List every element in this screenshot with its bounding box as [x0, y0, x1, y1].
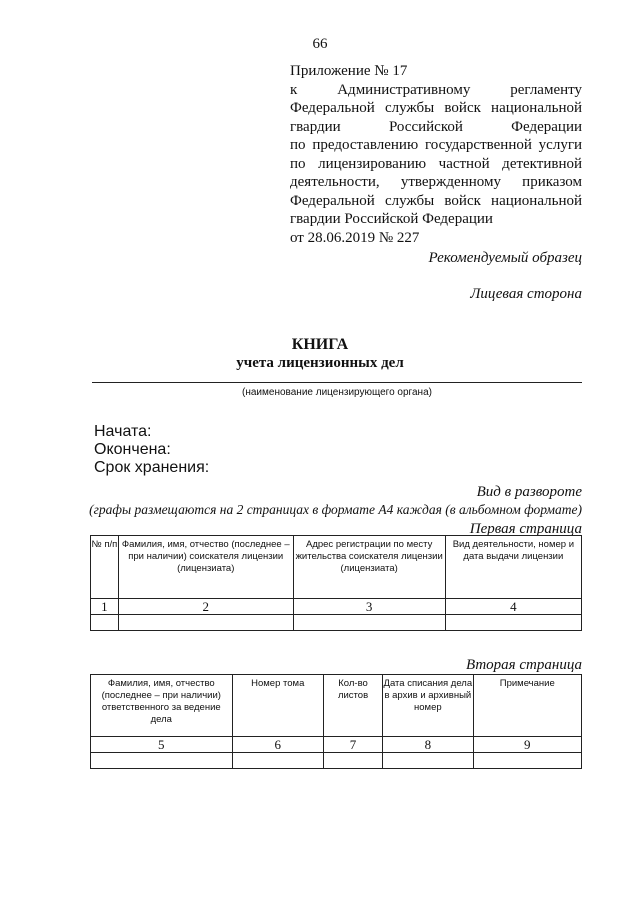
- empty-cell: [232, 753, 323, 769]
- col-header-note: Примечание: [473, 675, 581, 737]
- retention-label: Срок хранения:: [94, 459, 210, 476]
- dates-block: [94, 423, 209, 477]
- header-line: гвардии Российской Федерации: [290, 211, 493, 227]
- empty-cell: [473, 753, 581, 769]
- column-number-cell: 1: [91, 599, 119, 615]
- header-date-line: от 28.06.2019 № 227: [290, 229, 420, 246]
- col-header-number: № п/п: [91, 536, 119, 599]
- appendix-header: [290, 62, 582, 247]
- empty-cell: [323, 753, 382, 769]
- front-side-label: Лицевая сторона: [470, 286, 582, 302]
- column-number-cell: 3: [293, 599, 445, 615]
- col-header-sheet-count: Кол-во листов: [323, 675, 382, 737]
- second-page-table: [90, 674, 582, 769]
- col-header-archive-date: Дата списания дела в архив и архивный номер: [383, 675, 473, 737]
- header-line: Федеральной службы войск национальной: [290, 100, 582, 116]
- header-line: по предоставлению государственной услуги: [290, 137, 582, 153]
- organ-name-caption: (наименование лицензирующего органа): [242, 387, 432, 398]
- header-line: деятельности, утвержденному приказом: [290, 174, 582, 190]
- column-number-cell: 5: [91, 737, 233, 753]
- col-header-responsible-name: Фамилия, имя, отчество (последнее – при наличии) ответственного за ведение дела: [91, 675, 233, 737]
- book-subtitle: учета лицензионных дел: [236, 355, 404, 371]
- recommended-sample-label: Рекомендуемый образец: [428, 250, 582, 266]
- col-header-applicant-name: Фамилия, имя, отчество (последнее – при наличии) соискателя лицензии (лицензиата): [118, 536, 293, 599]
- header-line: к Административному регламенту: [290, 81, 582, 98]
- col-header-address: Адрес регистрации по месту жительства соискателя лицензии (лицензиата): [293, 536, 445, 599]
- column-number-cell: 9: [473, 737, 581, 753]
- started-label: Начата:: [94, 423, 152, 440]
- column-number-cell: 6: [232, 737, 323, 753]
- spread-view-label: Вид в развороте: [476, 484, 582, 500]
- column-number-cell: 4: [445, 599, 581, 615]
- col-header-license-info: Вид деятельности, номер и дата выдачи лицензии: [445, 536, 581, 599]
- first-page-label: Первая страница: [469, 521, 582, 537]
- first-page-table: [90, 535, 582, 631]
- empty-cell: [293, 615, 445, 631]
- column-number-cell: 7: [323, 737, 382, 753]
- col-header-volume-number: Номер тома: [232, 675, 323, 737]
- book-title: КНИГА: [291, 336, 349, 353]
- page-number: 66: [312, 36, 328, 52]
- empty-cell: [383, 753, 473, 769]
- column-number-cell: 8: [383, 737, 473, 753]
- empty-cell: [91, 615, 119, 631]
- empty-cell: [118, 615, 293, 631]
- empty-cell: [91, 753, 233, 769]
- header-line: гвардии Российской Федерации: [290, 118, 582, 135]
- second-page-label: Вторая страница: [465, 657, 582, 673]
- spread-note: (графы размещаются на 2 страницах в формате А4 каждая (в альбомном формате): [89, 502, 582, 517]
- column-number-cell: 2: [118, 599, 293, 615]
- appendix-title: Приложение № 17: [290, 63, 408, 79]
- finished-label: Окончена:: [94, 441, 171, 458]
- header-line: по лицензированию частной детективной: [290, 155, 582, 172]
- organ-name-line: [92, 382, 582, 383]
- header-line: Федеральной службы войск национальной: [290, 192, 582, 209]
- empty-cell: [445, 615, 581, 631]
